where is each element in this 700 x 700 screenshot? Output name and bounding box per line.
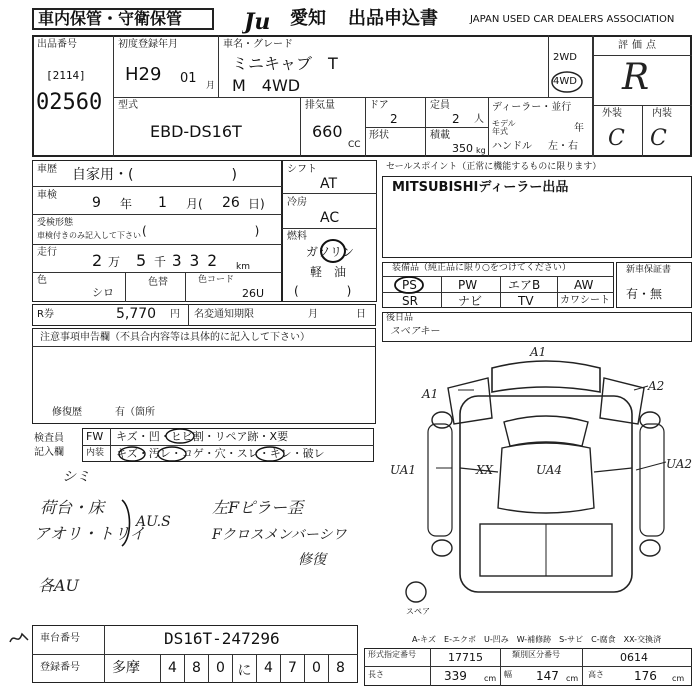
inspector-label-2: 記入欄 xyxy=(34,447,64,458)
mileage-sen: 5 xyxy=(136,251,147,270)
color-value: シロ xyxy=(92,286,114,299)
plate-digits xyxy=(160,654,352,683)
name-change-label: 名変通知期限 xyxy=(194,309,254,320)
aircon-value: AC xyxy=(320,210,340,226)
inspection-month-unit: 月( xyxy=(186,197,203,211)
interior-score-label: 内装 xyxy=(652,108,672,119)
hand-bed: 荷台・床 xyxy=(40,498,105,517)
inspector-int-items: キズ・汚レ・コゲ・穴・スレ・キレ・破レ xyxy=(116,447,325,460)
fuel-gas: ガソリン xyxy=(306,245,355,259)
plate-digit: 0 xyxy=(208,654,232,683)
ju-logo-text: Ju xyxy=(244,9,271,34)
reg-month: 01 xyxy=(180,71,197,86)
handle-options: 左・右 xyxy=(548,141,578,152)
doors-label: ドア xyxy=(369,100,389,111)
equip-pw: PW xyxy=(458,278,478,292)
hand-gate: アオリ・トリイ xyxy=(34,524,146,543)
drive-4wd: 4WD xyxy=(553,76,577,87)
plate-digit: 7 xyxy=(280,654,304,683)
inspector-label-1: 検査員 xyxy=(34,433,64,444)
interior-score-value: C xyxy=(650,126,667,151)
sales-point-value: MITSUBISHIディーラー出品 xyxy=(392,180,569,195)
repair-history-value: 有（箇所 xyxy=(115,407,155,418)
mileage-unit: km xyxy=(236,262,250,272)
inspection-day: 26 xyxy=(222,195,240,211)
equip-navi: ナビ xyxy=(458,294,483,308)
lot-sub: [2114] xyxy=(46,69,86,82)
dims-model-value: 17715 xyxy=(448,651,483,664)
displacement-unit: CC xyxy=(348,140,361,150)
mileage-man-unit: 万 xyxy=(108,255,121,269)
received-paren: ( ) xyxy=(142,224,260,238)
warranty-label: 新車保証書 xyxy=(626,265,672,275)
equip-leather: カワシート xyxy=(560,295,610,306)
model-year-unit: 年 xyxy=(574,123,584,134)
model-name-line2: M 4WD xyxy=(232,76,301,95)
plate-label: 登録番号 xyxy=(40,662,80,673)
hand-crossmember: Fクロスメンバーシワ xyxy=(212,527,347,543)
fuel-diesel: 軽 油 xyxy=(310,265,347,279)
displacement-value: 660 xyxy=(312,122,343,141)
load-label: 積載 xyxy=(430,130,450,141)
mileage-label: 走行 xyxy=(37,247,57,258)
capacity-label: 定員 xyxy=(430,100,450,111)
inspector-marks xyxy=(110,428,374,464)
exterior-score-label: 外装 xyxy=(602,108,622,119)
color-label: 色 xyxy=(37,275,47,286)
plate-digit: 4 xyxy=(160,654,184,683)
lot-number: 02560 xyxy=(36,90,103,115)
dims-category-value: 0614 xyxy=(620,651,648,664)
association-name: JAPAN USED CAR DEALERS ASSOCIATION xyxy=(470,14,675,25)
model-name-line1: ミニキャブ T xyxy=(232,54,338,73)
fuel-label: 燃料 xyxy=(287,231,307,242)
hand-repaired: 修復 xyxy=(298,552,326,568)
check-mark-icon xyxy=(8,628,30,648)
diagram-left-side-mark: UA1 xyxy=(390,463,417,477)
hand-left-front: 左Fピラー歪 xyxy=(212,498,304,517)
dims-category-label: 類別区分番号 xyxy=(512,650,560,659)
fuel-paren: ( ) xyxy=(294,284,352,298)
dims-length-unit: cm xyxy=(484,674,497,683)
drive-circle-mark xyxy=(549,70,585,94)
chassis-value: DS16T-247296 xyxy=(164,629,280,648)
tax-label: R券 xyxy=(37,309,54,320)
plate-region: 多摩 xyxy=(112,660,140,676)
inspector-ext-items: キズ・凹・ヒビ割・リペア跡・X要 xyxy=(116,430,289,443)
dims-height-label: 高さ xyxy=(588,670,604,679)
dims-width-unit: cm xyxy=(566,674,579,683)
inspection-label: 車検 xyxy=(37,190,57,201)
score-label: 評価点 xyxy=(618,40,660,51)
shape-label: 形状 xyxy=(369,130,389,141)
diagram-center-mark: UA4 xyxy=(536,463,563,477)
hand-each: 各AU xyxy=(38,576,80,595)
diagram-right-front-mark: A2 xyxy=(648,379,665,393)
equip-ps: PS xyxy=(402,278,417,292)
diagram-left-mid-mark: XX xyxy=(476,463,494,477)
dims-height-value: 176 xyxy=(634,669,657,683)
plate-digit: 8 xyxy=(328,654,352,683)
dims-length-label: 長さ xyxy=(368,670,384,679)
equipment-label: 装備品（純正品に限り○をつけてください） xyxy=(392,263,571,273)
mileage-rest: 332 xyxy=(172,251,225,270)
capacity-unit: 人 xyxy=(474,114,484,125)
received-sub: 車検付きのみ記入して下さい xyxy=(37,231,141,240)
type-code-label: 型式 xyxy=(118,100,138,111)
color-change-label: 色替 xyxy=(148,277,168,288)
shift-value: AT xyxy=(320,176,338,192)
inspector-fw: FW xyxy=(86,430,104,443)
aftermarket-value: スペアキー xyxy=(390,326,440,337)
reg-year-label: 初度登録年月 xyxy=(118,39,178,50)
exterior-score-value: C xyxy=(608,126,625,151)
damage-legend: A-キズ E-エクボ U-凹み W-補修跡 S-サビ C-腐食 XX-交換済 xyxy=(412,635,662,644)
hand-bed-code: AU.S xyxy=(136,514,171,530)
plate-digit: 8 xyxy=(184,654,208,683)
displacement-label: 排気量 xyxy=(305,100,335,111)
mileage-man: 2 xyxy=(92,251,103,270)
diagram-top-mark: A1 xyxy=(530,345,547,359)
equip-ps-circle xyxy=(392,275,426,295)
repair-history-label: 修復歴 xyxy=(52,407,82,418)
type-code-value: EBD-DS16T xyxy=(150,122,242,141)
name-change-month-unit: 月 xyxy=(308,309,318,320)
score-value: R xyxy=(622,57,650,98)
name-change-day-unit: 日 xyxy=(356,309,366,320)
dims-model-label: 形式指定番号 xyxy=(368,650,416,659)
inspector-int-label: 内装 xyxy=(86,448,105,458)
load-value: 350 xyxy=(452,142,473,155)
dims-length-value: 339 xyxy=(444,669,467,683)
chassis-label: 車台番号 xyxy=(40,633,80,644)
warranty-value: 有・無 xyxy=(626,287,663,301)
lot-label: 出品番号 xyxy=(37,39,77,50)
reg-month-unit: 月 xyxy=(206,81,216,91)
drive-2wd: 2WD xyxy=(553,52,577,63)
equip-sr: SR xyxy=(402,294,418,308)
handle-label: ハンドル xyxy=(492,141,532,152)
dims-width-label: 幅 xyxy=(504,670,512,679)
diagram-spare-label: スペア xyxy=(406,607,430,616)
tax-unit: 円 xyxy=(170,309,180,320)
equip-aw: AW xyxy=(574,278,594,292)
received-label: 受検形態 xyxy=(37,218,74,228)
aftermarket-label: 後日品 xyxy=(386,313,414,323)
shift-label: シフト xyxy=(287,164,317,175)
model-year-label: モデル年式 xyxy=(492,119,516,136)
hand-bracket xyxy=(118,498,138,548)
capacity-value: 2 xyxy=(452,112,460,126)
plate-digit: 0 xyxy=(304,654,328,683)
ju-logo xyxy=(242,8,292,34)
equip-tv: TV xyxy=(518,294,534,308)
logo-prefecture: 愛知 xyxy=(290,8,326,29)
inspection-day-unit: 日) xyxy=(248,197,265,211)
load-unit: kg xyxy=(476,146,486,155)
mileage-sen-unit: 千 xyxy=(154,255,167,269)
inspection-year-unit: 年 xyxy=(120,197,133,211)
history-label: 車歴 xyxy=(37,164,57,175)
doors-value: 2 xyxy=(390,112,398,126)
diagram-right-side-mark: UA2 xyxy=(666,457,693,471)
tax-value: 5,770 xyxy=(116,306,157,322)
fuel-circle-mark xyxy=(318,238,348,264)
color-code-label: 色コード xyxy=(198,275,235,285)
inspection-month: 1 xyxy=(158,195,167,211)
dims-height-unit: cm xyxy=(672,674,685,683)
color-code: 26U xyxy=(242,287,265,300)
equip-airbag: エアB xyxy=(508,278,541,292)
reg-era-year: H29 xyxy=(125,64,162,85)
hand-stain: シミ xyxy=(62,469,90,485)
history-value: 自家用・( ) xyxy=(72,167,237,183)
dims-width-value: 147 xyxy=(536,669,559,683)
model-name-label: 車名・グレード xyxy=(223,39,293,50)
sales-point-label: セールスポイント（正常に機能するものに限ります） xyxy=(386,162,602,172)
inspection-year: 9 xyxy=(92,195,101,211)
notes-label: 注意事項申告欄（不具合内容等は具体的に記入して下さい） xyxy=(40,332,310,343)
form-title: 出品申込書 xyxy=(348,8,438,29)
dealer-label: ディーラー・並行 xyxy=(492,102,572,113)
plate-digit: に xyxy=(232,654,256,683)
aircon-label: 冷房 xyxy=(287,197,307,208)
storage-title: 車内保管・守衛保管 xyxy=(38,9,183,28)
diagram-left-front-mark: A1 xyxy=(422,387,439,401)
plate-digit: 4 xyxy=(256,654,280,683)
